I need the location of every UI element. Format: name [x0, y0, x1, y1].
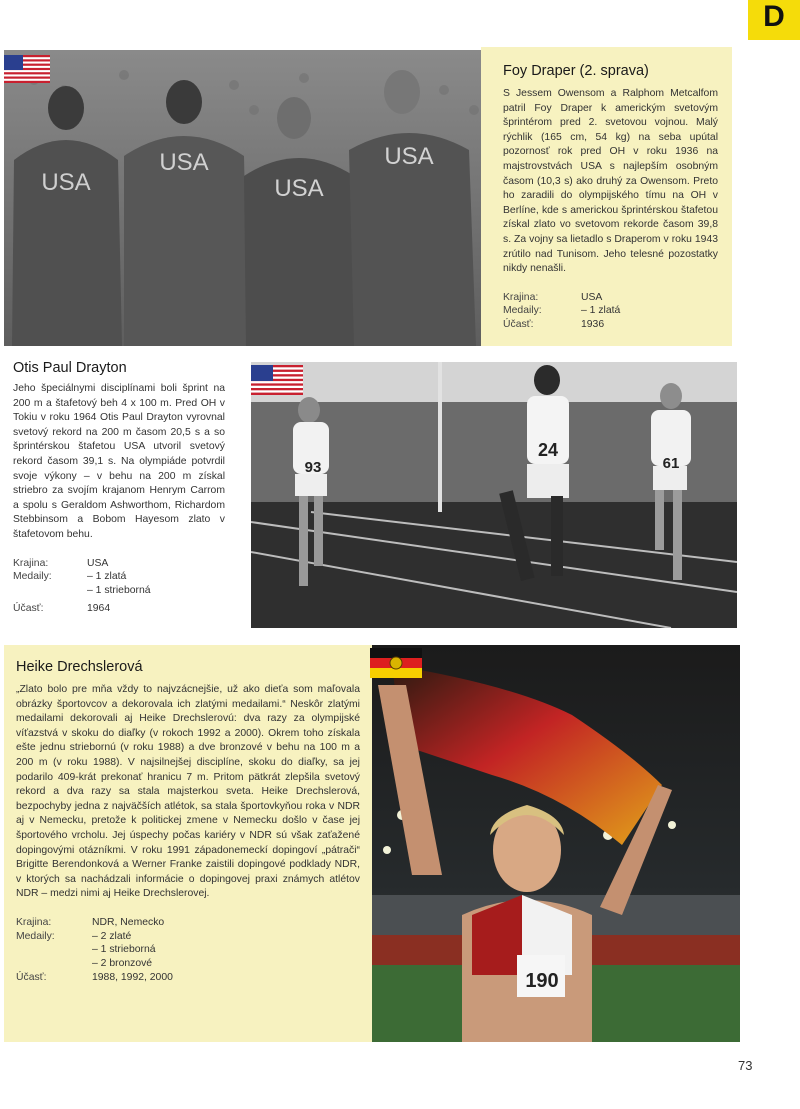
otis-drayton-info: [13, 360, 225, 640]
sweater-text-4: USA: [384, 143, 434, 170]
usa-flag-icon: [251, 365, 303, 395]
medaily-value: – 1 zlatá – 1 strieborná: [87, 571, 151, 596]
krajina-value: NDR, Nemecko: [92, 916, 165, 928]
heike-drechslerova-title: Heike Drechslerová: [16, 659, 143, 675]
foy-draper-bio: S Jessem Owensom a Ralphom Metcalfom patril Foy Draper k americkým svetovým šprintérom pred 2. svetovou vojnou. Malý rýchlik (165 cm, 54 kg) na seba upútal pozornosť rok pred OH v roku 1936 na majstrovstvách USA s najlepším osobným časom (10,3 s) ako druhý za Owensom. Preto ho zaradili do olympijského tímu na OH v Berlíne, kde s americkou šprintérskou štafetou získal zlato vo svetovom rekorde časom 39,8 s. Za vojny sa lietadlo s Draperom v roku 1943 zrútilo nad Tunisom. Jeho telesné pozostatky nikdy nenašli.: [503, 88, 718, 275]
medaily-value: – 1 zlatá: [581, 305, 621, 317]
letter-tab: D: [748, 0, 800, 40]
krajina-label: Krajina:: [13, 557, 49, 569]
ucast-value: 1936: [581, 319, 605, 331]
bib-number: 190: [525, 970, 559, 992]
bib-93: 93: [304, 459, 322, 476]
otis-drayton-bio: Jeho špeciálnymi disciplínami boli šprint na 200 m a štafetový beh 4 x 100 m. Pred OH v Tokiu v roku 1964 Otis Paul Drayton vyrovnal svetový rekord na 200 m časom 20,5 s a so šprintérskou štafetou USA utvoril svetový rekord časom 39,1 s. Na olympiáde potvrdil svoje výkony – v behu na 200 m získal striebro za svojím krajanom Henrym Carrom a spolu s Geraldom Ashworthom, Richardom Stebbinsom a Bobom Hayesom zlato v štafetovom behu.: [13, 383, 225, 540]
otis-drayton-title: Otis Paul Drayton: [13, 360, 127, 376]
sweater-text-3: USA: [274, 175, 324, 202]
ucast-label: Účasť:: [13, 602, 44, 614]
heike-drechslerova-bio: „Zlato bolo pre mňa vždy to najvzácnejšie, už ako dieťa som maľovala obrázky športovcov a dekorovala ich zlatými medailami.“ Neskôr zlatými medailami dekorovali aj Heike Drechslerovú: dva razy za olympijské víťazstvá v skoku do diaľky (v rokoch 1992 a 2000). Okrem toho získala ešte jednu striebornú (v roku 1988) a dve bronzové v behu na 100 m a 200 m (v roku 1988). V najsilnejšej disciplíne, skoku do diaľky, sa jej podarilo 409-krát prekonať hranicu 7 m. Pritom pätkrát zlepšila svetový rekord a dva razy sa stala majsterkou sveta. Heike Drechslerová, bezpochyby jedna z najväčších atlétok, sa stala športovkyňou roka v NDR aj v Nemecku, pretože k politickej zmene v Nemecku došlo v čase jej športového vrcholu. Jej úspechy počas kariéry v NDR sú však zaťažené dopingovými otázníkmi. V roku 1991 západonemeckí dopingoví „pátrači“ Brigitte Berendonková a Werner Franke zaistili dopingové podklady NDR, v ktorých sa nachádzali informácie o dopingovej praxi známych atlétov NDR – medzi nimi aj Heike Drechslerovej.: [16, 684, 360, 900]
bib-61: 61: [662, 455, 680, 472]
ucast-label: Účasť:: [503, 319, 534, 331]
ucast-value: 1988, 1992, 2000: [92, 971, 173, 983]
foy-draper-photo: [4, 50, 481, 346]
otis-drayton-facts: [13, 557, 225, 616]
foy-draper-info: [481, 47, 732, 346]
krajina-value: USA: [87, 557, 109, 569]
ucast-label: Účasť:: [16, 971, 47, 983]
bib-24: 24: [537, 440, 559, 460]
otis-drayton-photo: [251, 362, 737, 628]
usa-flag-icon: [4, 55, 50, 83]
foy-draper-title: Foy Draper (2. sprava): [503, 63, 649, 79]
foy-draper-facts: [503, 291, 718, 332]
krajina-value: USA: [581, 291, 603, 303]
heike-drechslerova-info: [4, 645, 372, 1042]
page-number: 73: [738, 1058, 753, 1073]
medaily-label: Medaily:: [503, 305, 542, 317]
heike-drechslerova-photo: [372, 645, 740, 1042]
medaily-label: Medaily:: [13, 571, 52, 583]
ucast-value: 1964: [87, 602, 111, 614]
krajina-label: Krajina:: [503, 291, 539, 303]
medaily-label: Medaily:: [16, 930, 55, 942]
heike-drechslerova-facts: [16, 916, 360, 985]
sweater-text-2: USA: [159, 149, 209, 176]
sweater-text-1: USA: [41, 169, 91, 196]
krajina-label: Krajina:: [16, 916, 52, 928]
gdr-flag-icon: [370, 648, 422, 678]
medaily-value: – 2 zlaté – 1 strieborná – 2 bronzové: [92, 930, 156, 970]
